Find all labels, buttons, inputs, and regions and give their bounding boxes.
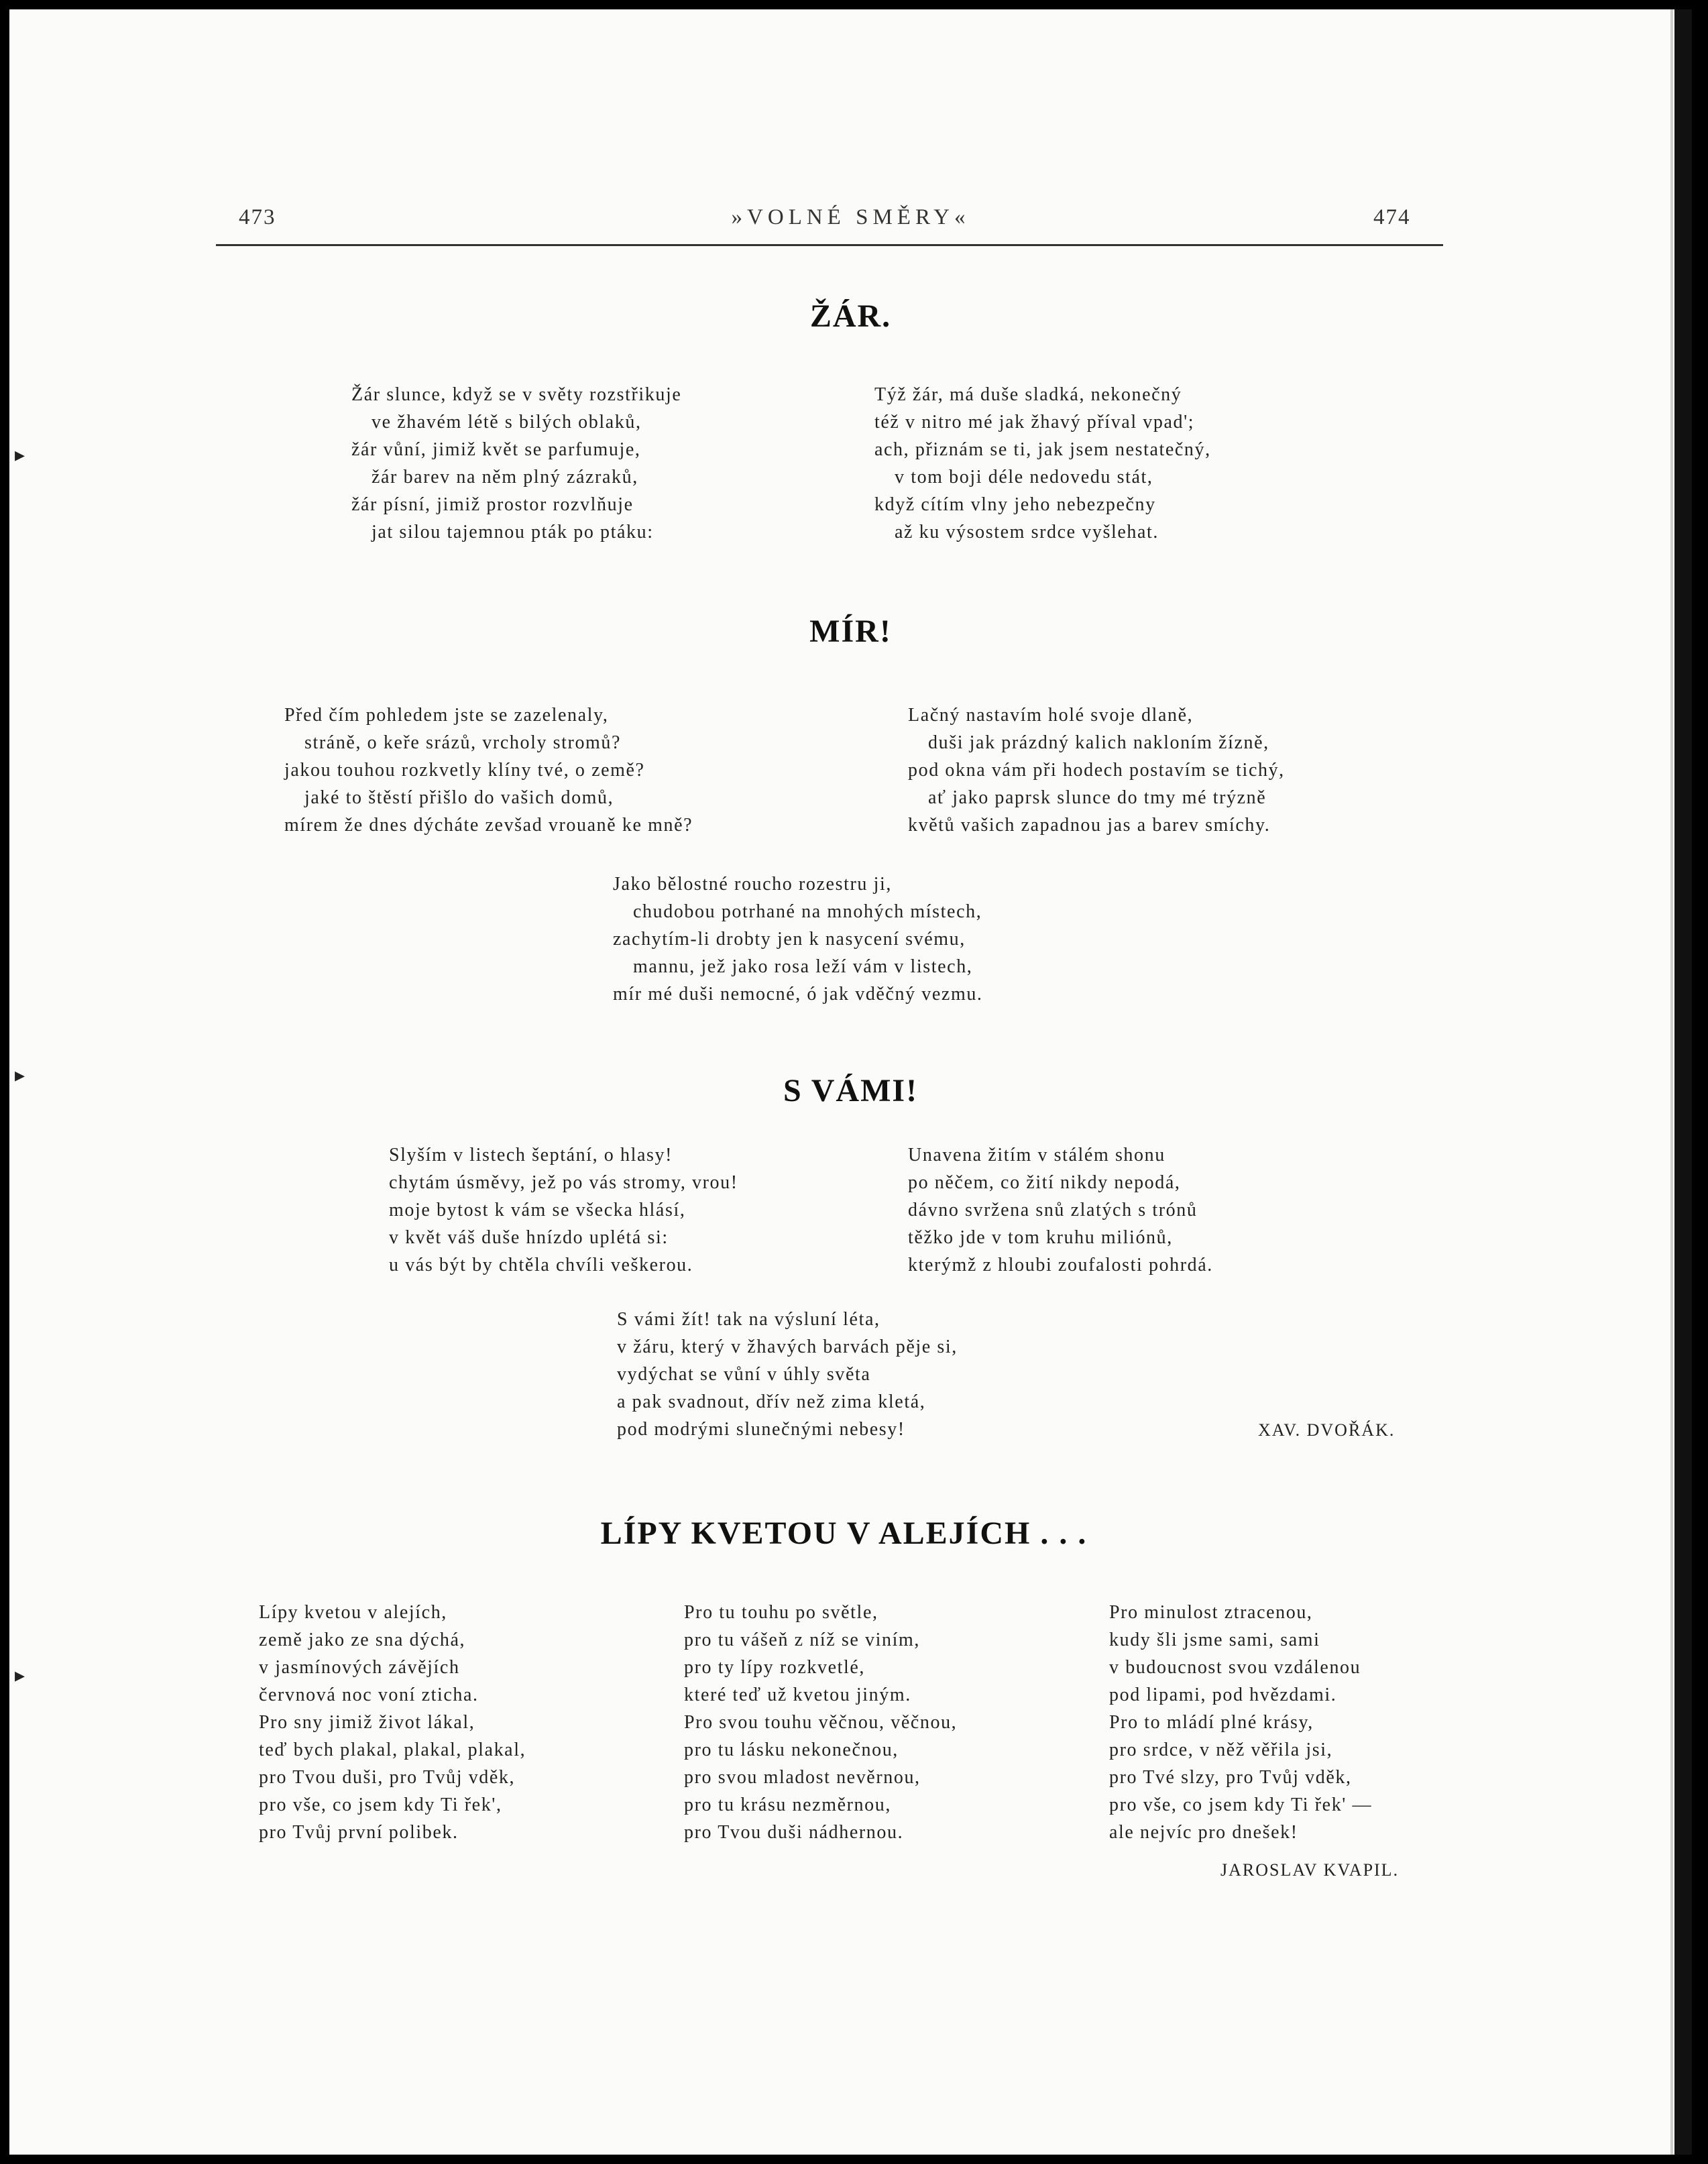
poem-line: Týž žár, má duše sladká, nekonečný bbox=[874, 384, 1182, 405]
poem-line: pod lipami, pod hvězdami. bbox=[1109, 1685, 1337, 1705]
author-signature: XAV. DVOŘÁK. bbox=[1258, 1420, 1396, 1440]
poem-line: moje bytost k vám se všecka hlásí, bbox=[389, 1200, 686, 1220]
journal-title: »VOLNÉ SMĚRY« bbox=[731, 205, 970, 229]
poem-line: Pro to mládí plné krásy, bbox=[1109, 1712, 1314, 1733]
poem-line: Jako bělostné roucho rozestru ji, bbox=[613, 874, 892, 895]
poem-line: těžko jde v tom kruhu miliónů, bbox=[908, 1227, 1173, 1248]
author-signature: JAROSLAV KVAPIL. bbox=[1220, 1860, 1400, 1880]
poem-line: teď bych plakal, plakal, plakal, bbox=[259, 1740, 526, 1760]
poem-line: červnová noc voní zticha. bbox=[259, 1685, 479, 1705]
poem-line: pro tu lásku nekonečnou, bbox=[684, 1740, 899, 1760]
poem-line: Slyším v listech šeptání, o hlasy! bbox=[389, 1145, 673, 1165]
poem-line: Pro minulost ztracenou, bbox=[1109, 1602, 1313, 1623]
poem-line: duši jak prázdný kalich nakloním žízně, bbox=[928, 732, 1269, 753]
poem-line: jat silou tajemnou pták po ptáku: bbox=[372, 522, 654, 543]
poem-title-mir: MÍR! bbox=[809, 614, 892, 649]
poem-line: též v nitro mé jak žhavý příval vpad'; bbox=[874, 412, 1195, 433]
poem-line: v květ váš duše hnízdo uplétá si: bbox=[389, 1227, 669, 1248]
stanza-zar-1 bbox=[351, 381, 681, 546]
poem-line: kterýmž z hloubi zoufalosti pohrdá. bbox=[908, 1255, 1213, 1275]
stanza-mir-3 bbox=[613, 870, 983, 1008]
poem-line: žár písní, jimiž prostor rozvlňuje bbox=[351, 494, 634, 515]
poem-title-zar: ŽÁR. bbox=[809, 298, 892, 334]
margin-mark: ▸ bbox=[15, 1664, 25, 1687]
poem-line: stráně, o keře srázů, vrcholy stromů? bbox=[304, 732, 622, 753]
poem-line: pod okna vám při hodech postavím se tichý, bbox=[908, 760, 1285, 781]
poem-line: Pro tu touhu po světle, bbox=[684, 1602, 878, 1623]
margin-mark: ▸ bbox=[15, 1064, 25, 1086]
poem-line: Pro sny jimiž život lákal, bbox=[259, 1712, 475, 1733]
poem-line: Žár slunce, když se v světy rozstřikuje bbox=[351, 384, 682, 405]
stanza-lipy-2 bbox=[684, 1599, 957, 1846]
poem-line: Před čím pohledem jste se zazelenaly, bbox=[284, 705, 609, 726]
poem-line: Lačný nastavím holé svoje dlaně, bbox=[908, 705, 1194, 726]
poem-line: Unavena žitím v stálém shonu bbox=[908, 1145, 1165, 1165]
stanza-mir-2 bbox=[908, 701, 1285, 839]
poem-title-s-vami: S VÁMI! bbox=[783, 1073, 919, 1108]
poem-line: kudy šli jsme sami, sami bbox=[1109, 1630, 1320, 1650]
stanza-zar-2 bbox=[874, 381, 1211, 546]
poem-line: mírem že dnes dýcháte zevšad vrouaně ke mně? bbox=[284, 815, 693, 836]
left-page-number: 473 bbox=[239, 205, 276, 229]
poem-line: pro Tvou duši, pro Tvůj vděk, bbox=[259, 1767, 516, 1788]
poem-line: chudobou potrhané na mnohých místech, bbox=[633, 901, 982, 922]
margin-mark: ▸ bbox=[15, 444, 25, 466]
poem-line: v jasmínových závějích bbox=[259, 1657, 460, 1678]
poem-line: chytám úsměvy, jež po vás stromy, vrou! bbox=[389, 1172, 738, 1193]
poem-line: ve žhavém létě s bilých oblaků, bbox=[372, 412, 642, 433]
poem-line: ať jako paprsk slunce do tmy mé trýzně bbox=[928, 787, 1267, 808]
poem-line: pro Tvou duši nádhernou. bbox=[684, 1822, 904, 1843]
poem-title-lipy: LÍPY KVETOU V ALEJÍCH . . . bbox=[600, 1516, 1088, 1551]
poem-line: které teď už kvetou jiným. bbox=[684, 1685, 911, 1705]
poem-line: pro Tvé slzy, pro Tvůj vděk, bbox=[1109, 1767, 1352, 1788]
header-rule bbox=[216, 244, 1443, 246]
poem-line: v žáru, který v žhavých barvách pěje si, bbox=[617, 1336, 958, 1357]
stanza-s-vami-2 bbox=[908, 1141, 1213, 1279]
poem-line: S vámi žít! tak na výsluní léta, bbox=[617, 1309, 880, 1330]
poem-line: vydýchat se vůní v úhly světa bbox=[617, 1364, 871, 1385]
poem-line: dávno svržena snů zlatých s trónů bbox=[908, 1200, 1198, 1220]
page-sheet bbox=[9, 9, 1692, 2155]
poem-line: žár vůní, jimiž květ se parfumuje, bbox=[351, 439, 641, 460]
right-page-number: 474 bbox=[1373, 205, 1411, 229]
poem-line: pro tu vášeň z níž se viním, bbox=[684, 1630, 920, 1650]
poem-line: ale nejvíc pro dnešek! bbox=[1109, 1822, 1298, 1843]
poem-line: ach, přiznám se ti, jak jsem nestatečný, bbox=[874, 439, 1211, 460]
stanza-lipy-3 bbox=[1109, 1599, 1372, 1846]
poem-line: po něčem, co žití nikdy nepodá, bbox=[908, 1172, 1181, 1193]
poem-line: když cítím vlny jeho nebezpečny bbox=[874, 494, 1156, 515]
poem-line: pod modrými slunečnými nebesy! bbox=[617, 1419, 905, 1440]
poem-line: pro ty lípy rozkvetlé, bbox=[684, 1657, 866, 1678]
poem-line: zachytím-li drobty jen k nasycení svému, bbox=[613, 929, 966, 950]
poem-line: a pak svadnout, dřív než zima kletá, bbox=[617, 1391, 926, 1412]
poem-line: země jako ze sna dýchá, bbox=[259, 1630, 466, 1650]
poem-line: Lípy kvetou v alejích, bbox=[259, 1602, 447, 1623]
poem-line: pro srdce, v něž věřila jsi, bbox=[1109, 1740, 1333, 1760]
poem-line: Pro svou touhu věčnou, věčnou, bbox=[684, 1712, 958, 1733]
poem-line: pro Tvůj první polibek. bbox=[259, 1822, 459, 1843]
stanza-mir-1 bbox=[284, 701, 693, 839]
poem-line: jaké to štěstí přišlo do vašich domů, bbox=[304, 787, 614, 808]
stanza-lipy-1 bbox=[259, 1599, 526, 1846]
poem-line: žár barev na něm plný zázraků, bbox=[372, 467, 638, 488]
poem-line: jakou touhou rozkvetly klíny tvé, o země? bbox=[284, 760, 645, 781]
poem-line: u vás být by chtěla chvíli veškerou. bbox=[389, 1255, 693, 1275]
poem-line: květů vašich zapadnou jas a barev smíchy. bbox=[908, 815, 1271, 836]
poem-line: v tom boji déle nedovedu stát, bbox=[895, 467, 1153, 488]
poem-line: až ku výsostem srdce vyšlehat. bbox=[895, 522, 1159, 543]
poem-line: pro vše, co jsem kdy Ti řek' — bbox=[1109, 1795, 1373, 1815]
stanza-s-vami-3 bbox=[617, 1306, 958, 1443]
poem-line: pro tu krásu nezměrnou, bbox=[684, 1795, 891, 1815]
poem-line: pro vše, co jsem kdy Ti řek', bbox=[259, 1795, 502, 1815]
poem-line: mannu, jež jako rosa leží vám v listech, bbox=[633, 956, 973, 977]
poem-line: mír mé duši nemocné, ó jak vděčný vezmu. bbox=[613, 984, 983, 1005]
poem-line: v budoucnost svou vzdálenou bbox=[1109, 1657, 1361, 1678]
poem-line: pro svou mladost nevěrnou, bbox=[684, 1767, 921, 1788]
stanza-s-vami-1 bbox=[389, 1141, 738, 1279]
